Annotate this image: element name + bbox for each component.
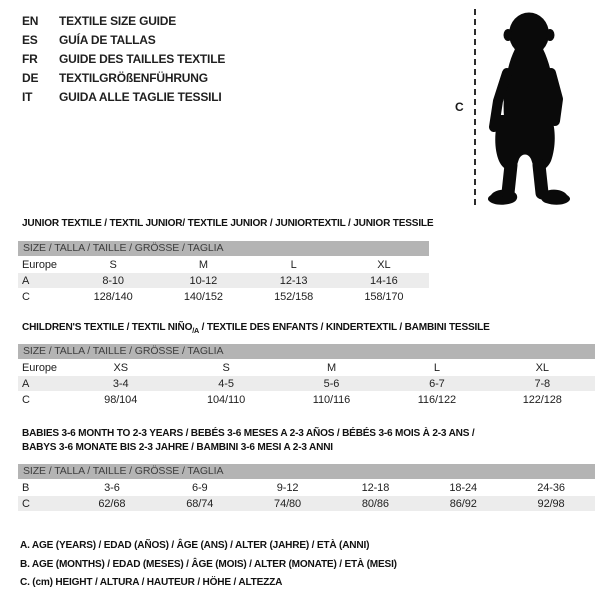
language-row-es <box>22 31 225 50</box>
size-header-bar: SIZE / TALLA / TAILLE / GRÖSSE / TAGLIA <box>18 344 595 359</box>
height-cell: 86/92 <box>419 496 507 511</box>
age-cell: 24-36 <box>537 481 565 494</box>
language-title-list <box>22 12 225 107</box>
footnotes <box>20 536 397 592</box>
junior-size-table <box>18 241 429 305</box>
language-code: IT <box>22 90 33 104</box>
age-cell: 4-5 <box>173 376 278 391</box>
size-cell: S <box>109 258 117 271</box>
language-title: GUIDE DES TAILLES TEXTILE <box>59 52 226 66</box>
table-row <box>18 392 595 407</box>
height-measure-label: C <box>455 100 464 114</box>
size-header-bar: SIZE / TALLA / TAILLE / GRÖSSE / TAGLIA <box>18 464 595 479</box>
row-label: Europe <box>22 258 57 271</box>
language-title: TEXTILE SIZE GUIDE <box>59 14 177 28</box>
toddler-silhouette-icon <box>481 9 577 208</box>
language-code: DE <box>22 71 39 85</box>
row-label: C <box>22 290 30 303</box>
row-label: C <box>22 393 30 406</box>
age-cell: 9-12 <box>276 481 299 494</box>
size-cell: M <box>198 258 208 271</box>
row-label: B <box>22 481 30 494</box>
table-row <box>18 360 595 375</box>
size-cell: M <box>326 361 337 374</box>
language-code: EN <box>22 14 39 28</box>
age-cell: 6-9 <box>191 481 208 494</box>
size-cell: L <box>433 361 440 374</box>
children-title-prefix: CHILDREN'S TEXTILE / TEXTIL NIÑO <box>22 321 193 333</box>
row-label: Europe <box>22 361 57 374</box>
row-label: A <box>18 273 68 288</box>
size-header-bar: SIZE / TALLA / TAILLE / GRÖSSE / TAGLIA <box>18 241 429 256</box>
language-row-de <box>22 69 225 88</box>
height-cell: 62/68 <box>68 496 156 511</box>
age-cell: 18-24 <box>449 481 478 494</box>
language-code: ES <box>22 33 38 47</box>
table-row <box>18 273 429 288</box>
children-title-subscript: /A <box>192 326 200 336</box>
babies-table-title: BABIES 3-6 MONTH TO 2-3 YEARS / BEBÉS 3-6 MESES A 2-3 AÑOS / BÉBÉS 3-6 MOIS À 2-3 ANS / BABYS 3-6 MONATE BIS 2-3 JAHRE / BAMBINI 3-6 MESI A 2-3 ANNI <box>22 427 475 453</box>
table-row <box>18 496 595 511</box>
children-title-suffix: / TEXTILE DES ENFANTS / KINDERTEXTIL / BAMBINI TESSILE <box>199 321 490 333</box>
row-label: C <box>18 496 68 511</box>
age-cell: 8-10 <box>68 273 158 288</box>
age-cell: 14-16 <box>339 273 429 288</box>
age-cell: 3-4 <box>68 376 173 391</box>
language-title: TEXTILGRÖßENFÜHRUNG <box>59 71 208 85</box>
height-cell: 92/98 <box>507 496 595 511</box>
children-table-title <box>22 320 577 338</box>
age-cell: 6-7 <box>384 376 489 391</box>
size-cell: XL <box>535 361 549 374</box>
height-cell: 104/110 <box>206 393 246 406</box>
height-cell: 152/158 <box>274 290 314 303</box>
footnote-a: A. AGE (YEARS) / EDAD (AÑOS) / ÂGE (ANS) / ALTER (JAHRE) / ETÀ (ANNI) <box>20 539 370 551</box>
height-cell: 158/170 <box>364 290 404 303</box>
language-title: GUÍA DE TALLAS <box>59 33 156 47</box>
language-code: FR <box>22 52 38 66</box>
table-row <box>18 289 429 304</box>
table-row <box>18 257 429 272</box>
language-title: GUIDA ALLE TAGLIE TESSILI <box>59 90 222 104</box>
language-row-it <box>22 88 225 107</box>
language-row-fr <box>22 50 225 69</box>
height-cell: 122/128 <box>522 393 562 406</box>
language-row-en <box>22 12 225 31</box>
age-cell: 5-6 <box>279 376 384 391</box>
children-size-table <box>18 344 595 408</box>
height-measure-dashed-line <box>474 9 476 205</box>
size-cell: XS <box>113 361 128 374</box>
age-cell: 12-13 <box>249 273 339 288</box>
age-cell: 7-8 <box>490 376 595 391</box>
height-cell: 116/122 <box>417 393 456 406</box>
babies-size-table <box>18 464 595 512</box>
age-cell: 12-18 <box>361 481 390 494</box>
footnote-c: C. (cm) HEIGHT / ALTURA / HAUTEUR / HÖHE / ALTEZZA <box>20 576 283 588</box>
height-cell: 140/152 <box>183 290 223 303</box>
size-cell: S <box>222 361 230 374</box>
height-cell: 80/86 <box>331 496 419 511</box>
junior-table-title: JUNIOR TEXTILE / TEXTIL JUNIOR/ TEXTILE JUNIOR / JUNIORTEXTIL / JUNIOR TESSILE <box>22 217 434 229</box>
height-cell: 110/116 <box>312 393 351 406</box>
row-label: A <box>18 376 68 391</box>
height-cell: 68/74 <box>156 496 244 511</box>
age-cell: 3-6 <box>104 481 120 494</box>
height-cell: 128/140 <box>93 290 133 303</box>
table-row <box>18 376 595 391</box>
size-cell: XL <box>377 258 391 271</box>
table-row <box>18 480 595 495</box>
height-cell: 98/104 <box>104 393 138 406</box>
size-cell: L <box>290 258 297 271</box>
age-cell: 10-12 <box>158 273 248 288</box>
height-cell: 74/80 <box>244 496 332 511</box>
footnote-b: B. AGE (MONTHS) / EDAD (MESES) / ÂGE (MOIS) / ALTER (MONATE) / ETÀ (MESI) <box>20 557 397 570</box>
